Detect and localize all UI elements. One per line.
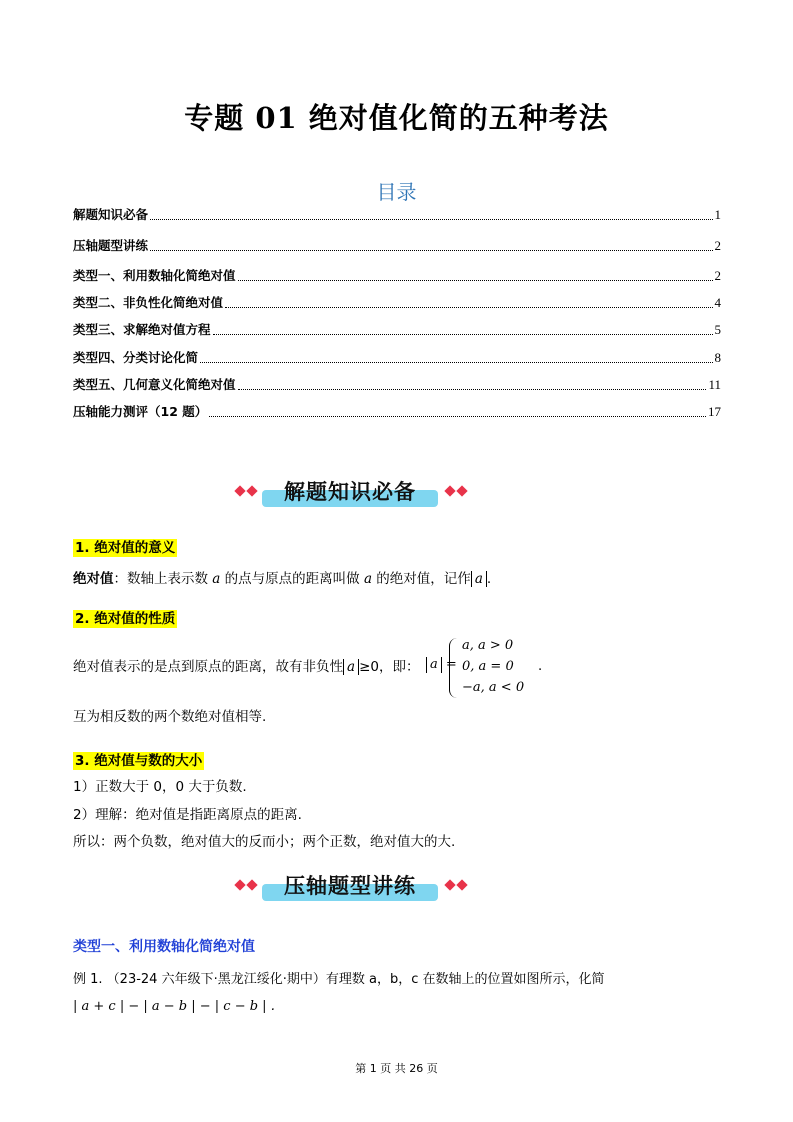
toc-leader-dots xyxy=(150,219,712,220)
toc-item-label: 类型四、分类讨论化简 xyxy=(73,350,199,365)
toc-item[interactable] xyxy=(73,294,721,312)
toc-item-page: 11 xyxy=(708,377,721,392)
toc-leader-dots xyxy=(225,307,712,308)
toc-item[interactable] xyxy=(73,267,721,285)
paragraph: 2）理解：绝对值是指距离原点的距离. xyxy=(73,807,302,823)
term: 绝对值 xyxy=(73,571,114,587)
diamond-icon xyxy=(234,879,245,890)
toc-item-label: 类型二、非负性化简绝对值 xyxy=(73,295,224,310)
document-title: 专题 01 绝对值化简的五种考法 xyxy=(184,101,609,135)
toc-item-label: 压轴题型讲练 xyxy=(73,238,149,253)
abs-notation: a xyxy=(343,659,359,675)
toc-leader-dots xyxy=(238,280,713,281)
toc-item[interactable] xyxy=(73,403,721,421)
paragraph: 互为相反数的两个数绝对值相等. xyxy=(73,709,267,725)
math-var: a xyxy=(363,571,373,587)
case-line: 0, a = 0 xyxy=(462,659,514,674)
toc-heading: 目录 xyxy=(376,180,417,204)
toc-leader-dots xyxy=(200,362,712,363)
section-banner-knowledge xyxy=(230,478,570,512)
toc-leader-dots xyxy=(238,389,707,390)
diamond-icon xyxy=(246,485,257,496)
equation-end: . xyxy=(538,659,543,674)
diamond-icon xyxy=(456,485,467,496)
section-heading: 2. 绝对值的性质 xyxy=(75,611,176,627)
toc-item-page: 17 xyxy=(708,404,721,419)
type-heading: 类型一、利用数轴化简绝对值 xyxy=(73,939,255,955)
case-line: −a, a < 0 xyxy=(462,680,525,695)
brace xyxy=(449,638,458,698)
banner-title: 解题知识必备 xyxy=(284,480,416,504)
toc-item-label: 解题知识必备 xyxy=(73,207,149,222)
toc-item-page: 1 xyxy=(714,207,721,222)
toc-item[interactable] xyxy=(73,237,721,255)
example-text: 例 1. （23-24 六年级下·黑龙江绥化·期中）有理数 a，b，c 在数轴上的位置如图所示，化简 xyxy=(73,972,605,987)
toc-item-page: 4 xyxy=(714,295,721,310)
toc-item-label: 类型一、利用数轴化简绝对值 xyxy=(73,268,236,283)
page-footer: 第 1 页 共 26 页 xyxy=(355,1062,438,1075)
section-banner-practice xyxy=(230,872,570,906)
text: 的绝对值，记作 xyxy=(372,571,471,587)
diamond-icon xyxy=(234,485,245,496)
section-heading: 3. 绝对值与数的大小 xyxy=(75,753,203,769)
case-line: a, a > 0 xyxy=(462,638,514,653)
paragraph: 1）正数大于 0，0 大于负数. xyxy=(73,779,247,795)
paragraph xyxy=(73,569,491,589)
toc-item[interactable] xyxy=(73,206,721,224)
toc-item-label: 压轴能力测评（12 题） xyxy=(73,404,208,419)
toc-item-page: 5 xyxy=(714,322,721,337)
section-heading: 1. 绝对值的意义 xyxy=(75,540,176,556)
math-var: a xyxy=(212,571,221,587)
banner-title: 压轴题型讲练 xyxy=(284,874,416,898)
toc-item-page: 2 xyxy=(714,238,721,253)
example-expression: | a + c | − | a − b | − | c − b | . xyxy=(73,999,275,1014)
paragraph: 所以：两个负数，绝对值大的反而小；两个正数，绝对值大的大. xyxy=(73,834,456,850)
diamond-icon xyxy=(246,879,257,890)
text: 绝对值表示的是点到原点的距离，故有非负性 xyxy=(73,659,343,675)
toc-leader-dots xyxy=(209,416,706,417)
abs-notation: a xyxy=(426,657,442,673)
text: 的点与原点的距离叫做 xyxy=(220,571,364,587)
toc-item-page: 2 xyxy=(714,268,721,283)
text: . xyxy=(486,571,492,587)
diamond-icon xyxy=(444,879,455,890)
equals-sign: = xyxy=(445,657,457,672)
toc-item-label: 类型三、求解绝对值方程 xyxy=(73,322,211,337)
toc-leader-dots xyxy=(213,334,713,335)
diamond-icon xyxy=(456,879,467,890)
toc-item[interactable] xyxy=(73,349,721,367)
diamond-icon xyxy=(444,485,455,496)
toc-item-label: 类型五、几何意义化简绝对值 xyxy=(73,377,236,392)
abs-notation: a xyxy=(471,571,487,587)
text: ≥0，即： xyxy=(359,659,420,675)
toc-item[interactable] xyxy=(73,376,721,394)
toc-item[interactable] xyxy=(73,321,721,339)
toc-item-page: 8 xyxy=(714,350,721,365)
text: ：数轴上表示数 xyxy=(113,571,213,587)
toc-leader-dots xyxy=(150,250,712,251)
paragraph xyxy=(73,657,419,677)
